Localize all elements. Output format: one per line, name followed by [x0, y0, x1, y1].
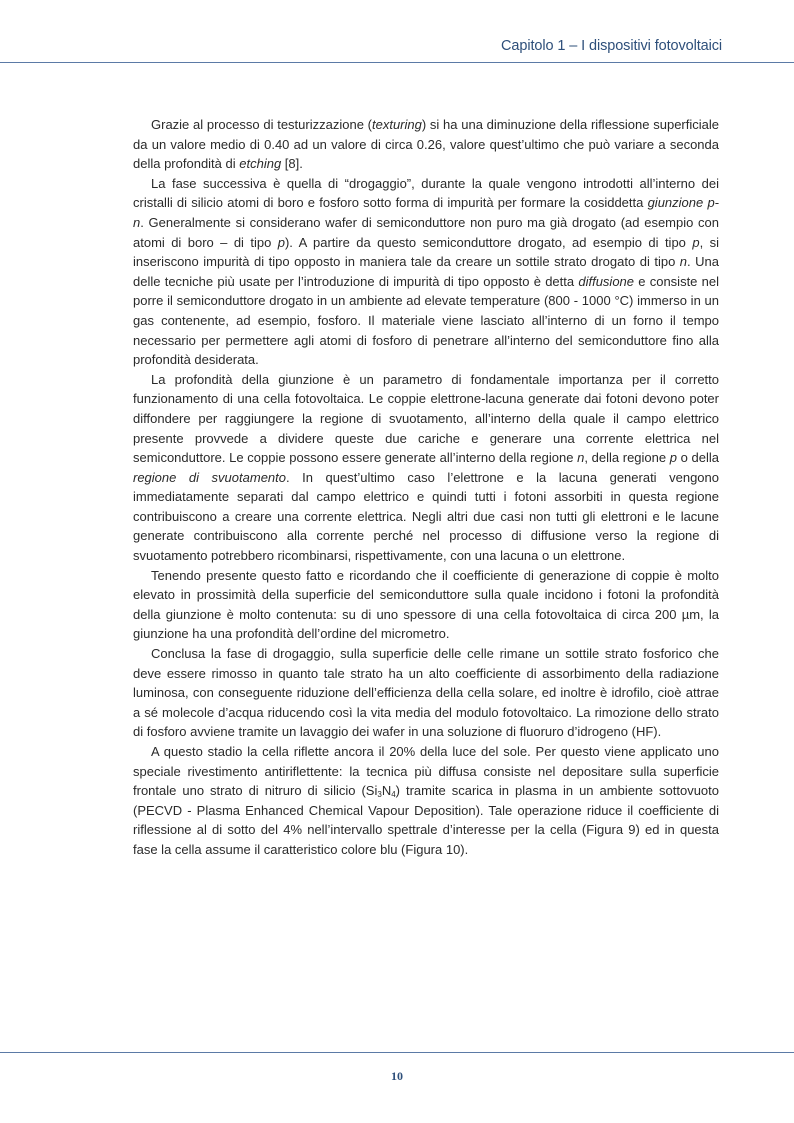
- chapter-title: Capitolo 1 – I dispositivi fotovoltaici: [501, 38, 722, 54]
- paragraph-strato-fosforico: Conclusa la fase di drogaggio, sulla superficie delle celle rimane un sottile strato fosforico che deve essere rimosso in quanto tale strato ha un alto coefficiente di assorbimento della radiazione luminosa, con conseguente riduzione dell’efficienza della cella solare, ed inoltre è idrofilo, cioè attrae a sé molecole d’acqua riducendo così la vita media del modulo fotovoltaico. La rimozione dello strato di fosforo avviene tramite un lavaggio dei wafer in una soluzione di fluoruro d’idrogeno (HF).: [133, 646, 719, 740]
- paragraph-profondita: Tenendo presente questo fatto e ricordando che il coefficiente di generazione di coppie è molto elevato in prossimità della superficie del semiconduttore sulla quale incidono i fotoni la profondità della giunzione è molto contenuta: su di uno spessore di una cella fotovoltaica di circa 200 µm, la giunzione ha una profondità dell’ordine del micrometro.: [133, 567, 719, 642]
- header-divider: [0, 62, 794, 63]
- page-number: 10: [391, 1069, 403, 1083]
- paragraph-drogaggio: La fase successiva è quella di “drogaggio”, durante la quale vengono introdotti all’interno dei cristalli di silicio atomi di boro e fosforo sotto forma di impurità per formare la cosiddetta giunzione p-n. Generalmente si considerano wafer di semiconduttore non puro ma già drogato (ad esempio con atomi di boro – di tipo p). A partire da questo semiconduttore drogato, ad esempio di tipo p, si inseriscono impurità di tipo opposto in maniera tale da creare un sottile strato drogato di tipo n. Una delle tecniche più usate per l’introduzione di impurità di tipo opposto è detta diffusione e consiste nel porre il semiconduttore drogato in un ambiente ad elevate temperature (800 - 1000 °C) immerso in un gas contenente, ad esempio, fosforo. Il materiale viene lasciato all’interno di un forno il tempo necessario per permettere agli atomi di fosforo di penetrare all’interno del semiconduttore fino alla profondità desiderata.: [133, 175, 720, 368]
- paragraph-texturing: Grazie al processo di testurizzazione (texturing) si ha una diminuzione della riflessione superficiale da un valore medio di 0.40 ad un valore di circa 0.26, valore quest’ultimo che può variare a seconda della profondità di etching [8].: [133, 117, 719, 172]
- footer-divider: [0, 1052, 794, 1053]
- body-text: [133, 115, 719, 860]
- page-header: [0, 0, 794, 64]
- paragraph-giunzione: La profondità della giunzione è un parametro di fondamentale importanza per il corretto funzionamento di una cella fotovoltaica. Le coppie elettrone-lacuna generate dai fotoni devono poter diffondere per raggiungere la regione di svuotamento, all’interno della quale il campo elettrico presente provvede a dividere queste due cariche e generare una corrente elettrica nel semiconduttore. Le coppie possono essere generate all’interno della regione n, della regione p o della regione di svuotamento. In quest’ultimo caso l’elettrone e la lacuna generati vengono immediatamente separati dal campo elettrico e quindi tutti i fotoni assorbiti in questa regione contribuiscono a creare una corrente elettrica. Negli altri due casi non tutti gli elettroni e le lacune generate contribuiscono alla corrente perché nel processo di diffusione verso la regione di svuotamento potrebbero ricombinarsi, rispettivamente, con una lacuna o un elettrone.: [133, 371, 720, 564]
- paragraph-antiriflettente: A questo stadio la cella riflette ancora il 20% della luce del sole. Per questo viene applicato uno speciale rivestimento antiriflettente: la tecnica più diffusa consiste nel depositare sulla superficie frontale uno strato di nitruro di silicio $(Si_3N_4)$ tramite scarica in plasma in un ambiente sottovuoto (PECVD - Plasma Enhanced Chemical Vapour Deposition). Tale operazione riduce il coefficiente di riflessione al di sotto del 4% nell’intervallo spettrale d’interesse per la cella (Figura 9) ed in questa fase la cella assume il caratteristico colore blu (Figura 10).: [133, 744, 719, 857]
